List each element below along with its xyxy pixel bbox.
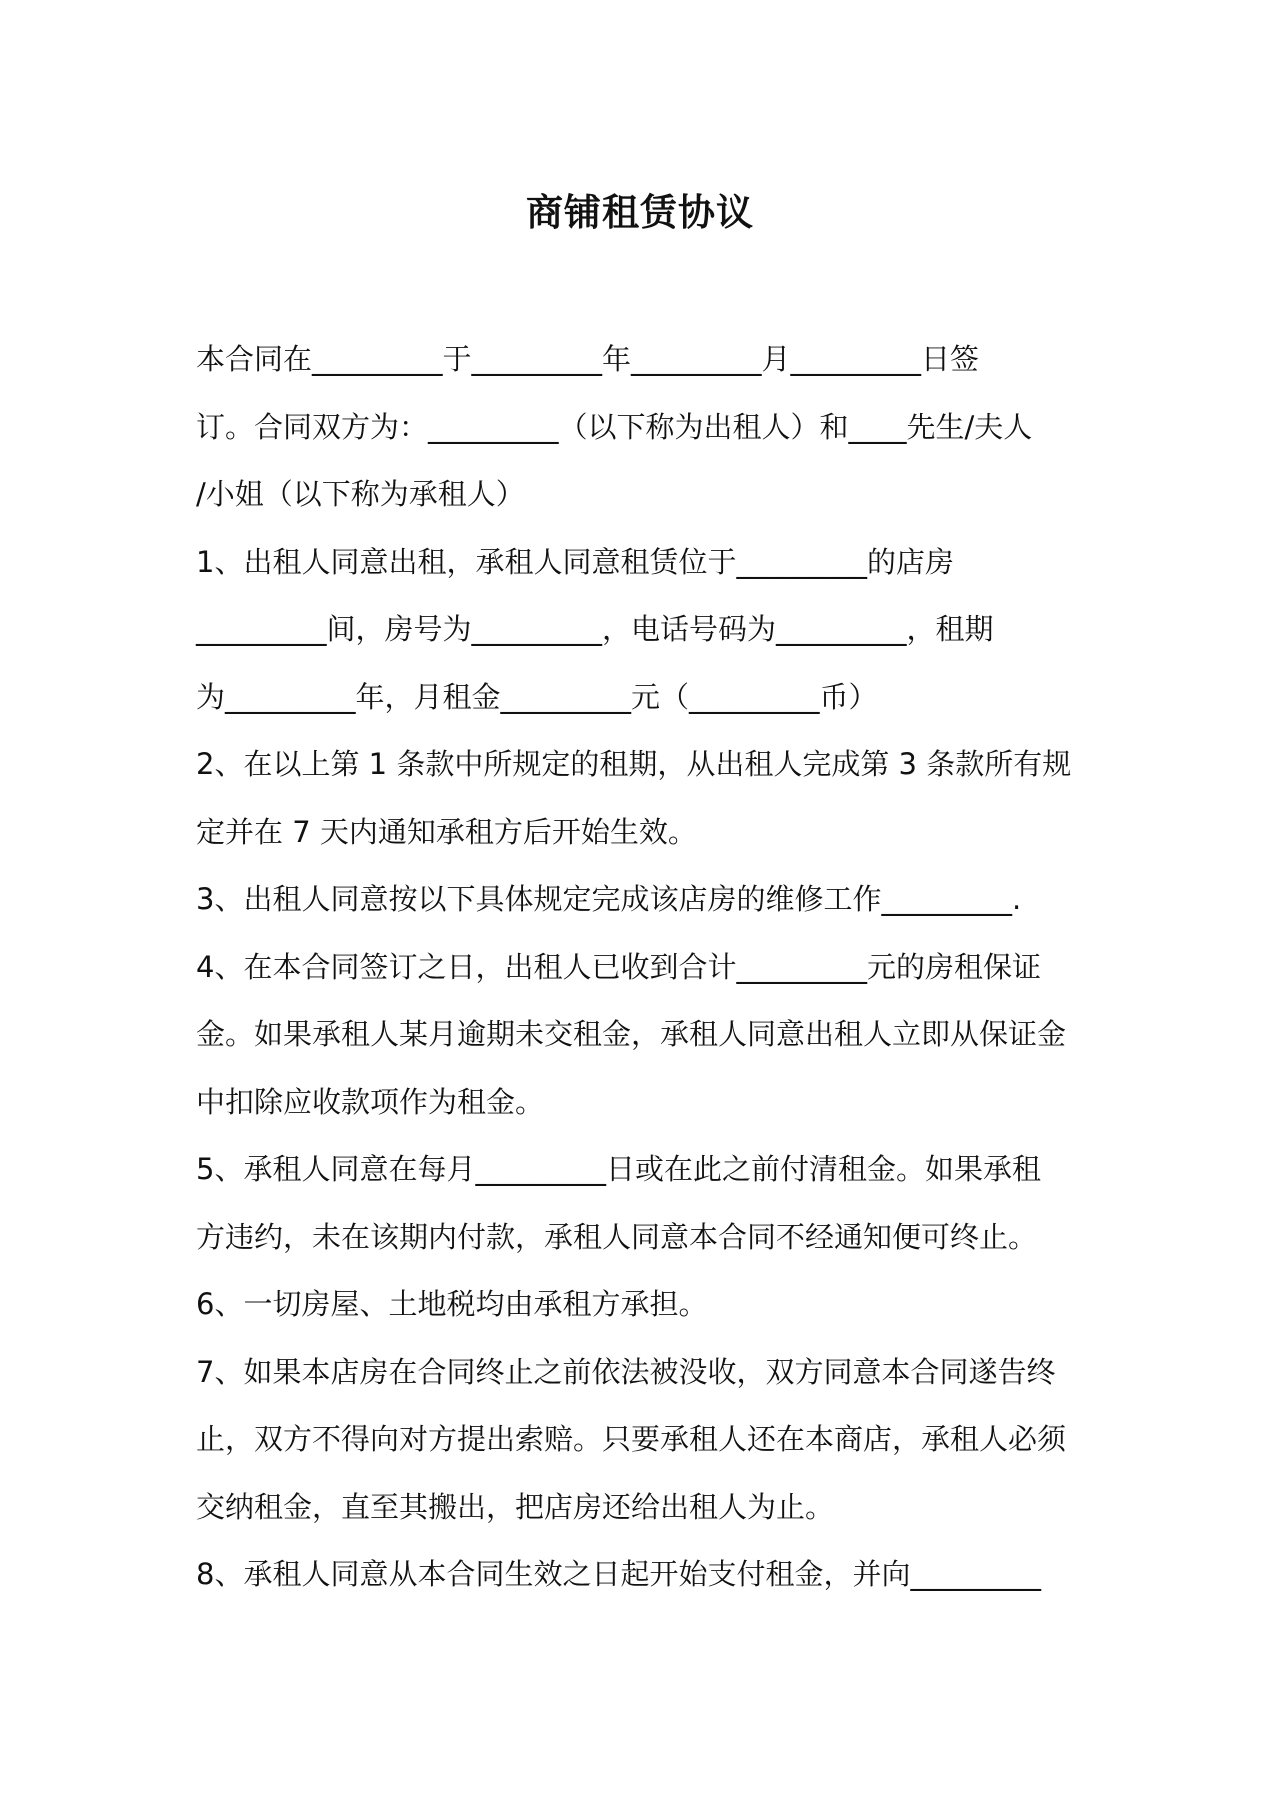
clause-5: 5、承租人同意在每月_________日或在此之前付清租金。如果承租 bbox=[196, 1152, 1041, 1186]
text-line: 金。如果承租人某月逾期未交租金，承租人同意出租人立即从保证金 bbox=[196, 1017, 1067, 1051]
text-line: 方违约，未在该期内付款，承租人同意本合同不经通知便可终止。 bbox=[196, 1219, 1038, 1254]
clause-8: 8、承租人同意从本合同生效之日起开始支付租金，并向_________ bbox=[196, 1557, 1041, 1591]
text-line: 中扣除应收款项作为租金。 bbox=[196, 1084, 545, 1119]
text-line: 止，双方不得向对方提出索赔。只要承租人还在本商店，承租人必须 bbox=[196, 1422, 1067, 1456]
text-line: 交纳租金，直至其搬出，把店房还给出租人为止。 bbox=[196, 1489, 835, 1524]
text-line: /小姐（以下称为承租人） bbox=[196, 477, 525, 511]
contract-body bbox=[196, 326, 1096, 1609]
text-line: 定并在 7 天内通知承租方后开始生效。 bbox=[196, 814, 697, 849]
clause-2: 2、在以上第 1 条款中所规定的租期，从出租人完成第 3 条款所有规 bbox=[196, 747, 1072, 781]
clause-1: 1、出租人同意出租，承租人同意租赁位于_________的店房 bbox=[196, 544, 954, 579]
clause-3: 3、出租人同意按以下具体规定完成该店房的维修工作_________. bbox=[196, 882, 1022, 916]
text-line: 订。合同双方为：_________（以下称为出租人）和____先生/夫人 bbox=[196, 409, 1033, 444]
text-line: 本合同在_________于_________年_________月_________日签 bbox=[196, 342, 980, 376]
text-line: _________间，房号为_________，电话号码为_________，租期 bbox=[196, 612, 994, 646]
document-title: 商铺租赁协议 bbox=[526, 191, 754, 234]
clause-7: 7、如果本店房在合同终止之前依法被没收，双方同意本合同遂告终 bbox=[196, 1354, 1056, 1389]
clause-4: 4、在本合同签订之日，出租人已收到合计_________元的房租保证 bbox=[196, 949, 1041, 984]
text-line: 为_________年，月租金_________元（_________币） bbox=[196, 679, 878, 714]
clause-6: 6、一切房屋、土地税均由承租方承担。 bbox=[196, 1287, 708, 1321]
